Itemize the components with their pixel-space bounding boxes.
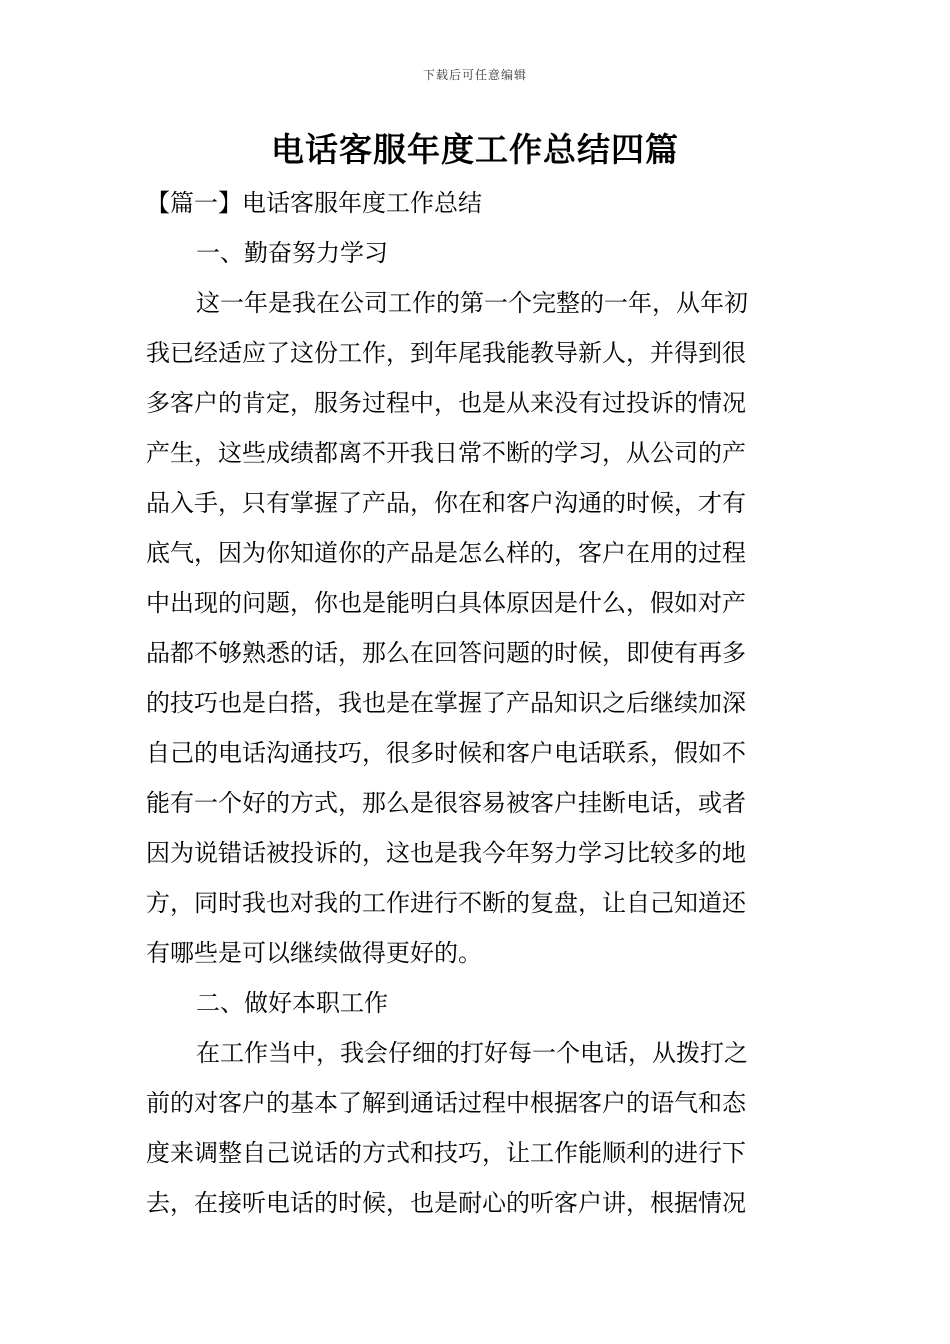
paragraph-line: 能有一个好的方式，那么是很容易被客户挂断电话，或者 bbox=[146, 789, 746, 817]
paragraph-line: 品入手，只有掌握了产品，你在和客户沟通的时候，才有 bbox=[146, 489, 746, 517]
document-body bbox=[146, 178, 806, 1228]
section-heading: 【篇一】电话客服年度工作总结 bbox=[146, 189, 482, 217]
subheading-study: 一、勤奋努力学习 bbox=[196, 239, 388, 267]
paragraph-study bbox=[146, 278, 806, 978]
paragraph-line: 我已经适应了这份工作，到年尾我能教导新人，并得到很 bbox=[146, 339, 746, 367]
paragraph-line: 多客户的肯定，服务过程中，也是从来没有过投诉的情况 bbox=[146, 389, 746, 417]
paragraph-line: 因为说错话被投诉的，这也是我今年努力学习比较多的地 bbox=[146, 839, 746, 867]
paragraph-line: 有哪些是可以继续做得更好的。 bbox=[146, 939, 482, 967]
paragraph-line: 自己的电话沟通技巧，很多时候和客户电话联系，假如不 bbox=[146, 739, 746, 767]
paragraph-duties bbox=[146, 1028, 806, 1228]
paragraph-line: 方，同时我也对我的工作进行不断的复盘，让自己知道还 bbox=[146, 889, 746, 917]
paragraph-line: 前的对客户的基本了解到通话过程中根据客户的语气和态 bbox=[146, 1089, 746, 1117]
paragraph-line: 这一年是我在公司工作的第一个完整的一年，从年初 bbox=[196, 289, 748, 317]
page-title: 电话客服年度工作总结四篇 bbox=[271, 130, 679, 169]
paragraph-line: 产生，这些成绩都离不开我日常不断的学习，从公司的产 bbox=[146, 439, 746, 467]
paragraph-line: 去，在接听电话的时候，也是耐心的听客户讲，根据情况 bbox=[146, 1189, 746, 1217]
paragraph-line: 底气，因为你知道你的产品是怎么样的，客户在用的过程 bbox=[146, 539, 746, 567]
paragraph-line: 度来调整自己说话的方式和技巧，让工作能顺利的进行下 bbox=[146, 1139, 746, 1167]
header-note: 下载后可任意编辑 bbox=[422, 68, 527, 82]
paragraph-line: 中出现的问题，你也是能明白具体原因是什么，假如对产 bbox=[146, 589, 746, 617]
paragraph-line: 的技巧也是白搭，我也是在掌握了产品知识之后继续加深 bbox=[146, 689, 746, 717]
paragraph-line: 在工作当中，我会仔细的打好每一个电话，从拨打之 bbox=[196, 1039, 748, 1067]
subheading-duties: 二、做好本职工作 bbox=[196, 989, 388, 1017]
paragraph-line: 品都不够熟悉的话，那么在回答问题的时候，即使有再多 bbox=[146, 639, 746, 667]
